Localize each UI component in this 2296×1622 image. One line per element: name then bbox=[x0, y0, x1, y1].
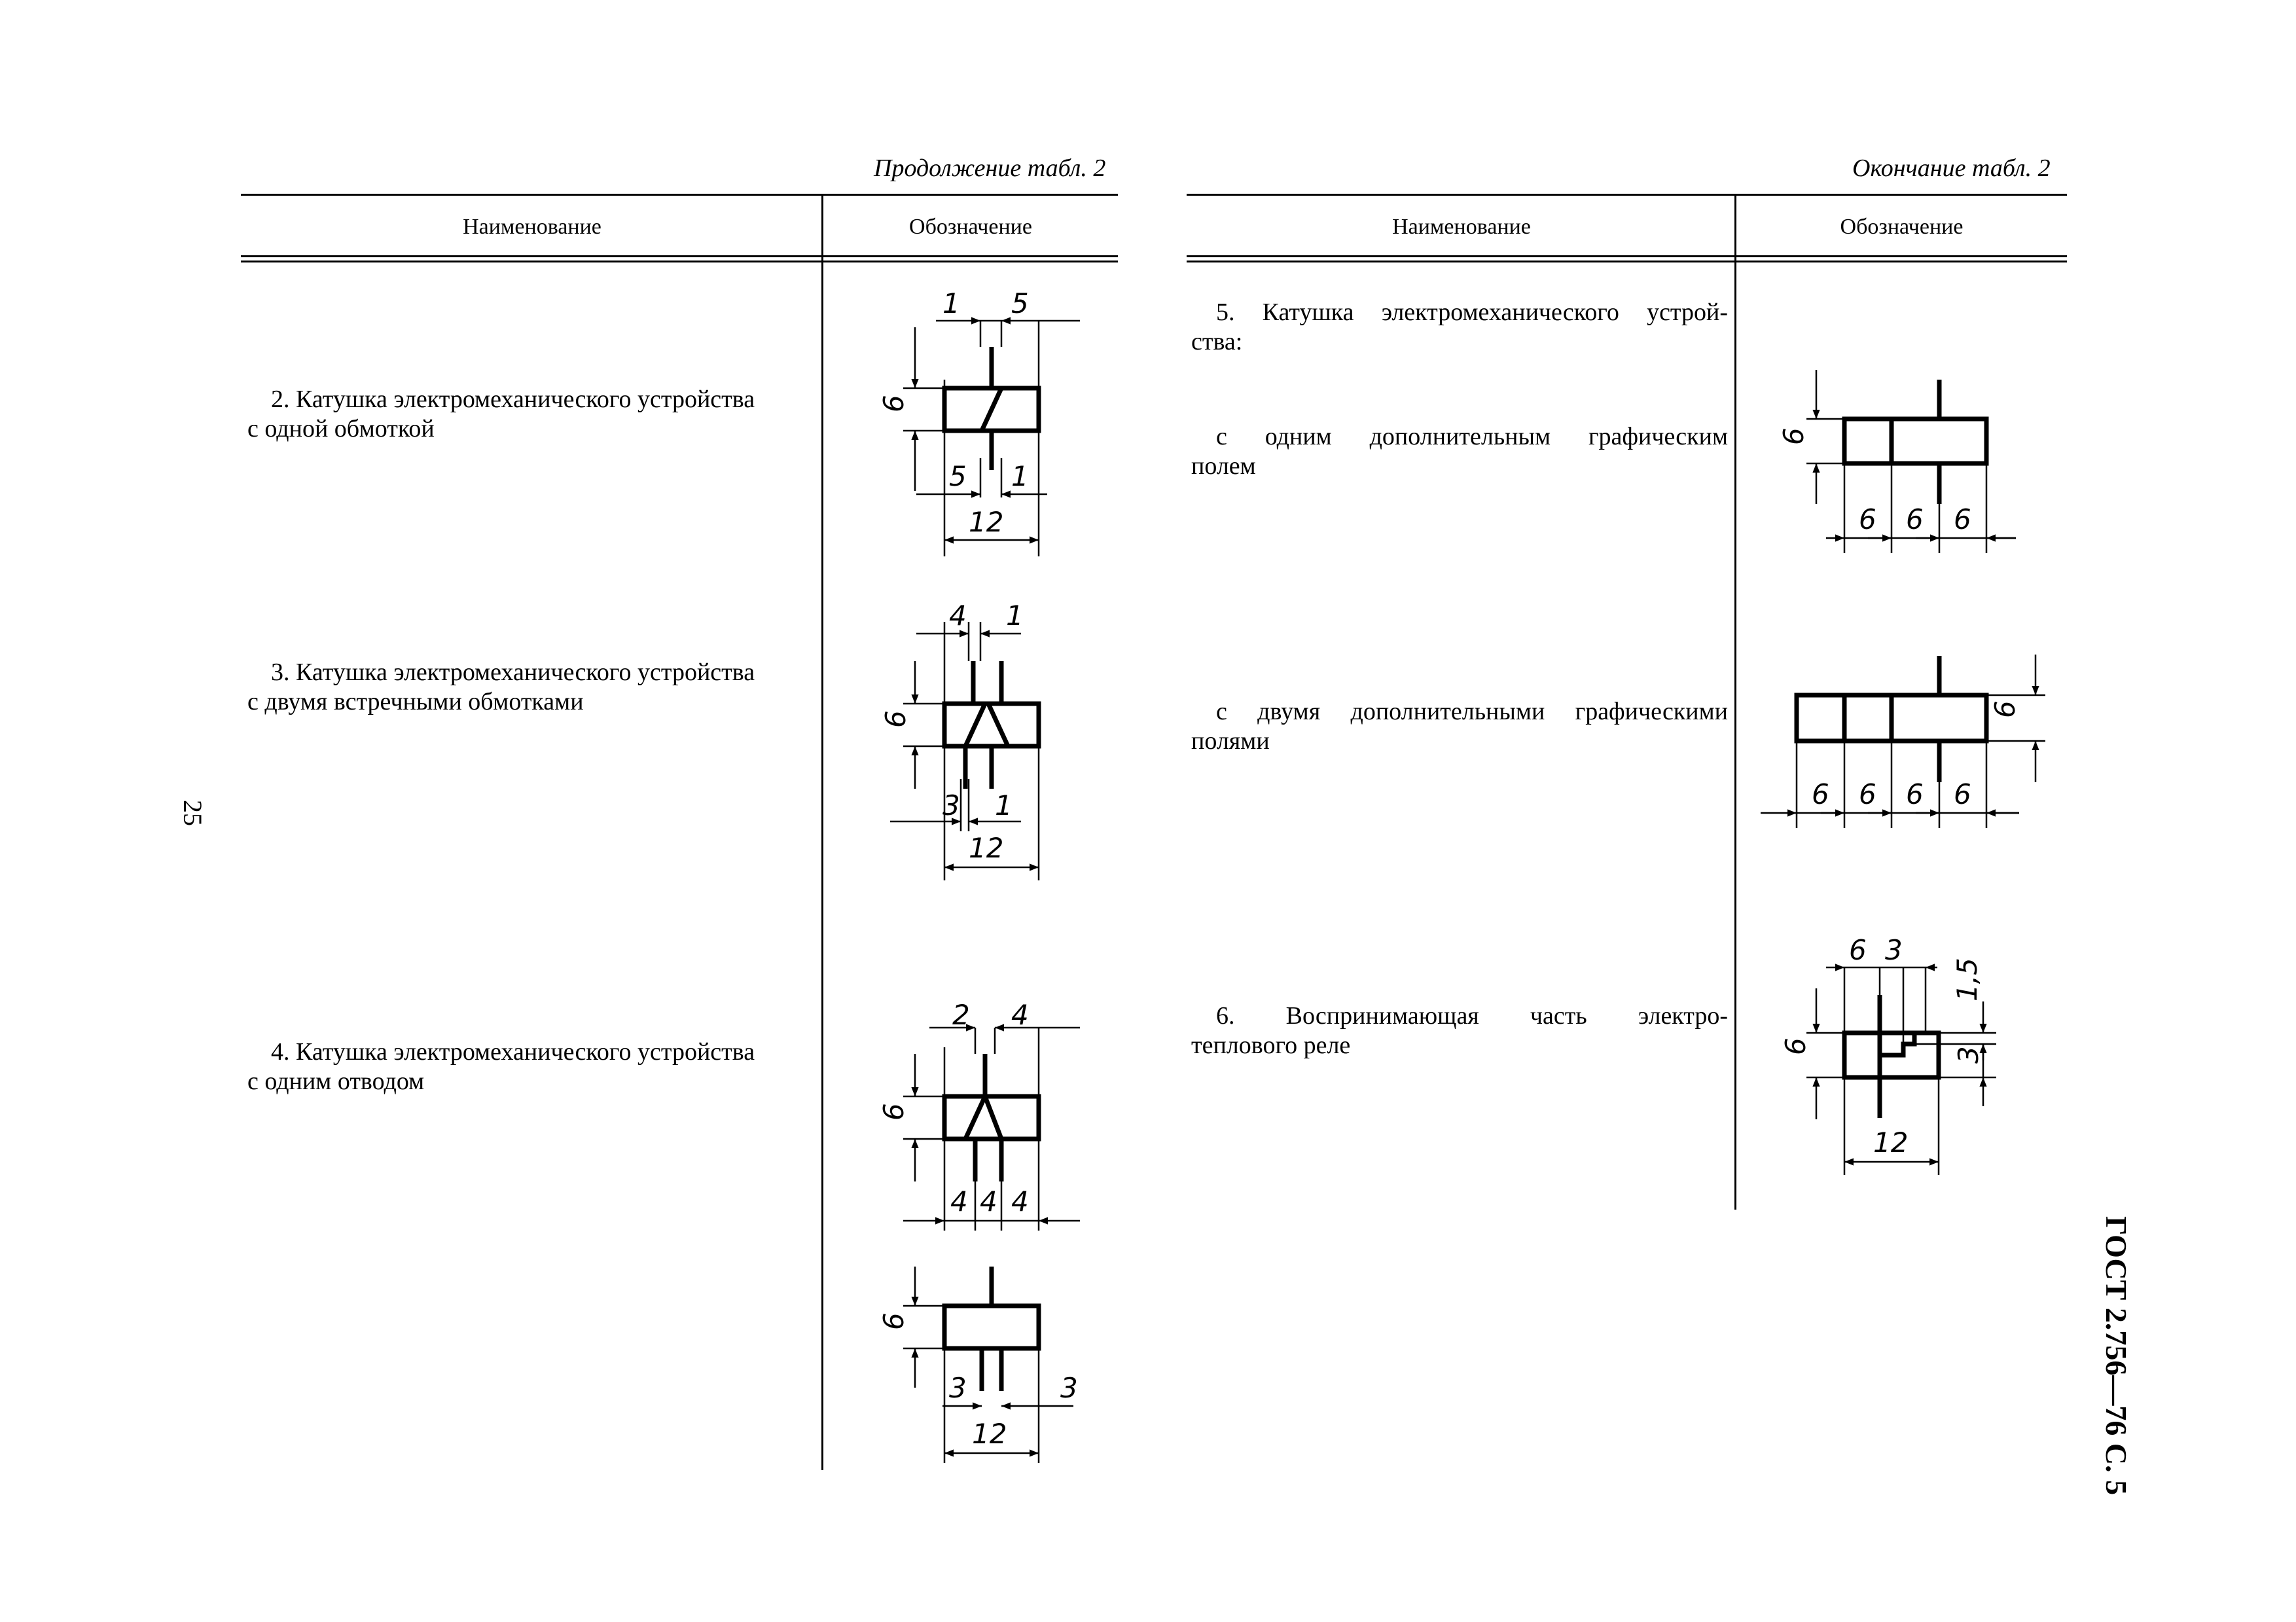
item-5a-line1: с одним дополнительным графическим bbox=[1216, 423, 1728, 450]
dim-label: 6 bbox=[1778, 427, 1810, 445]
dim-label: 6 bbox=[1849, 934, 1867, 966]
dim-label: 1 bbox=[995, 789, 1013, 821]
symbol-coil-two-extra-fields bbox=[1761, 655, 2045, 828]
row-3-line2: с двумя встречными обмотками bbox=[247, 688, 584, 715]
dim-label: 6 bbox=[1859, 778, 1876, 810]
symbol-coil-one-tap-alt bbox=[878, 1267, 1078, 1463]
dim-label: 6 bbox=[1954, 778, 1971, 810]
row-2-line1: 2. Катушка электромеханического устройства bbox=[271, 386, 755, 413]
item-5b-line1: с двумя дополнительными графическими bbox=[1216, 698, 1728, 725]
symbol-coil-single-winding bbox=[878, 287, 1080, 556]
dim-label: 4 bbox=[1011, 1185, 1029, 1217]
right-col-symbol-header: Обозначение bbox=[1840, 215, 1964, 239]
left-table-caption: Продолжение табл. 2 bbox=[874, 154, 1106, 182]
symbol-coil-one-extra-field bbox=[1778, 370, 2016, 553]
standard-reference: ГОСТ 2.756—76 С. 5 bbox=[2100, 1216, 2133, 1496]
dim-label: 6 bbox=[1812, 778, 1829, 810]
dim-label: 5 bbox=[1011, 287, 1029, 319]
left-col-name-header: Наименование bbox=[463, 215, 601, 239]
dim-label: 3 bbox=[1885, 934, 1903, 966]
dim-label: 3 bbox=[1952, 1046, 1984, 1064]
dim-label: 12 bbox=[972, 1418, 1007, 1450]
dim-label: 2 bbox=[952, 999, 970, 1031]
dim-label: 1 bbox=[1006, 600, 1024, 632]
row-4-line1: 4. Катушка электромеханического устройства bbox=[271, 1038, 755, 1066]
dim-label: 6 bbox=[880, 710, 912, 728]
dim-label: 1,5 bbox=[1951, 958, 1983, 1001]
dim-label: 6 bbox=[1780, 1037, 1812, 1055]
item-5b-line2: полями bbox=[1191, 727, 1270, 755]
item-6-line2: теплового реле bbox=[1191, 1032, 1351, 1059]
symbol-thermal-relay-sensing-part bbox=[1780, 934, 1996, 1175]
dim-label: 4 bbox=[1011, 999, 1029, 1031]
right-col-name-header: Наименование bbox=[1392, 215, 1531, 239]
row-4-line2: с одним отводом bbox=[247, 1068, 425, 1095]
page-number: 25 bbox=[178, 800, 207, 826]
dim-label: 6 bbox=[878, 395, 910, 412]
symbol-coil-one-tap bbox=[878, 999, 1080, 1231]
dim-label: 6 bbox=[1859, 503, 1876, 535]
item-5-line1: 5. Катушка электромеханического устрой- bbox=[1216, 298, 1728, 326]
dim-label: 12 bbox=[969, 832, 1004, 864]
dim-label: 6 bbox=[1906, 778, 1924, 810]
item-6-line1: 6. Воспринимающая часть электро- bbox=[1216, 1002, 1728, 1030]
dim-label: 3 bbox=[1060, 1372, 1078, 1404]
dim-label: 4 bbox=[980, 1185, 997, 1217]
dim-label: 3 bbox=[949, 1372, 967, 1404]
dim-label: 1 bbox=[942, 287, 960, 319]
dim-label: 5 bbox=[949, 460, 967, 492]
dim-label: 1 bbox=[1011, 460, 1029, 492]
row-2-line2: с одной обмоткой bbox=[247, 415, 435, 442]
dim-label: 4 bbox=[950, 1185, 968, 1217]
item-5-line2: ства: bbox=[1191, 328, 1243, 355]
dim-label: 6 bbox=[1954, 503, 1971, 535]
dim-label: 4 bbox=[949, 600, 967, 632]
dim-label: 6 bbox=[878, 1103, 910, 1121]
row-3-line1: 3. Катушка электромеханического устройства bbox=[271, 658, 755, 686]
dim-label: 12 bbox=[1873, 1126, 1909, 1159]
item-5a-line2: полем bbox=[1191, 452, 1256, 480]
dim-label: 6 bbox=[1989, 700, 2021, 718]
left-col-symbol-header: Обозначение bbox=[909, 215, 1032, 239]
dim-label: 6 bbox=[1906, 503, 1924, 535]
right-table-caption: Окончание табл. 2 bbox=[1852, 154, 2051, 182]
dim-label: 12 bbox=[969, 506, 1004, 538]
dim-label: 6 bbox=[878, 1312, 910, 1330]
symbol-coil-two-opposing-windings bbox=[880, 600, 1039, 880]
dim-label: 3 bbox=[942, 789, 960, 821]
